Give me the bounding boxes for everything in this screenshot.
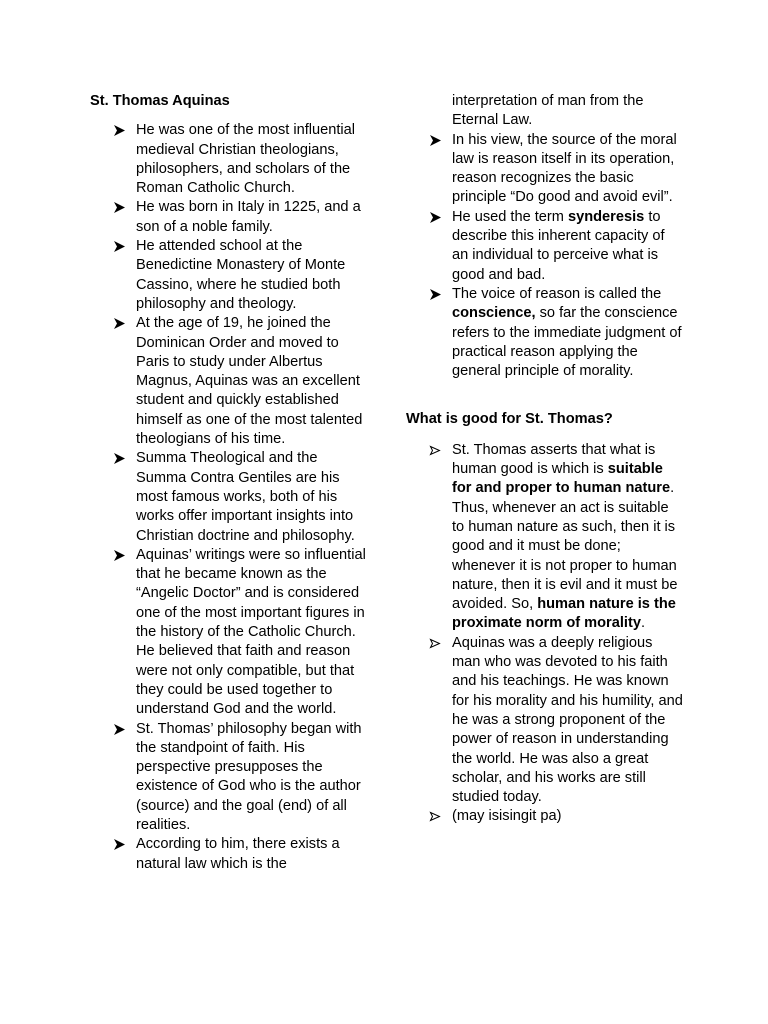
arrowhead-bullet-icon xyxy=(112,237,128,256)
arrowhead-bullet-icon xyxy=(112,546,128,565)
list-item xyxy=(90,546,368,720)
arrowhead-bullet-icon xyxy=(112,121,128,140)
list-item xyxy=(406,208,684,285)
list-item-text: . Thus, whenever an act is suitable to human nature as such, then it is good and it must be done; whenever it is not proper to human nature, then it is evil and it must be avoided. So, xyxy=(452,480,678,613)
aquinas-bullet-list xyxy=(90,121,368,874)
section-heading-aquinas: St. Thomas Aquinas xyxy=(90,93,230,109)
arrowhead-bullet-icon xyxy=(428,131,444,150)
list-item-text: According to him, there exists a natural law which is the xyxy=(136,836,340,872)
arrowhead-bullet-icon xyxy=(112,835,128,854)
list-item xyxy=(406,807,684,826)
list-item-text: He used the term xyxy=(452,208,568,225)
list-item xyxy=(406,441,684,634)
list-item-text: Aquinas was a deeply religious man who was devoted to his faith and his teachings. He was known for his morality and his humility, and he was a strong proponent of the power of reason in understanding the world. He was also a great scholar, and his works are still studied today. xyxy=(452,634,683,806)
list-item xyxy=(90,720,368,836)
list-item xyxy=(90,237,368,314)
list-item-text: St. Thomas asserts that what is human good is which is xyxy=(452,441,656,478)
arrowhead-bullet-icon xyxy=(112,198,128,217)
term-synderesis: synderesis xyxy=(568,208,645,225)
list-item-text: Summa Theological and the Summa Contra Gentiles are his most famous works, both of his works offer important insights into Christian doctrine and philosophy. xyxy=(136,450,355,544)
arrowhead-bullet-icon xyxy=(428,208,444,227)
bold-phrase: suitable for and proper to human nature xyxy=(452,461,671,497)
continued-list-text: interpretation of man from the Eternal Law. xyxy=(452,93,644,129)
list-item xyxy=(406,131,684,208)
list-item-text: so far the conscience refers to the immediate judgment of practical reason applying the general principle of morality. xyxy=(452,305,682,380)
list-item-text: In his view, the source of the moral law is reason itself in its operation, reason recognizes the basic principle “Do good and avoid evil”. xyxy=(452,131,677,206)
outline-arrowhead-bullet-icon xyxy=(429,634,441,653)
section-heading-good: What is good for St. Thomas? xyxy=(406,411,613,428)
right-column xyxy=(406,92,684,827)
list-item xyxy=(90,449,368,545)
list-item-text: He attended school at the Benedictine Monastery of Monte Cassino, where he studied both philosophy and theology. xyxy=(136,238,346,312)
arrowhead-bullet-icon xyxy=(428,285,444,304)
list-item xyxy=(90,121,368,198)
list-item-text: St. Thomas’ philosophy began with the standpoint of faith. His perspective presupposes the existence of God who is the author (source) and the goal (end) of all realities. xyxy=(136,720,362,833)
arrowhead-bullet-icon xyxy=(112,314,128,333)
list-item-text: The voice of reason is called the xyxy=(452,285,662,302)
list-item-text: He was born in Italy in 1225, and a son of a noble family. xyxy=(136,199,361,235)
outline-arrowhead-bullet-icon xyxy=(429,807,441,826)
list-item-text: to describe this inherent capacity of an individual to perceive what is good and bad. xyxy=(452,208,665,283)
list-item-text: At the age of 19, he joined the Dominican Order and moved to Paris to study under Albertus Magnus, Aquinas was an excellent student and quickly established himself as one of the most talented theologians of his time. xyxy=(136,315,363,448)
list-item-text: (may isisingit pa) xyxy=(452,808,562,825)
good-bullet-list xyxy=(406,441,684,827)
list-item xyxy=(90,835,368,874)
list-item-text: . xyxy=(640,615,646,632)
term-conscience: conscience, xyxy=(452,305,536,322)
list-item xyxy=(406,634,684,808)
list-item-text: He was one of the most influential medieval Christian theologians, philosophers, and scholars of the Roman Catholic Church. xyxy=(136,122,356,197)
list-item xyxy=(90,198,368,237)
bold-phrase: human nature is the proximate norm of morality xyxy=(452,596,676,632)
list-item xyxy=(406,285,684,381)
arrowhead-bullet-icon xyxy=(112,449,128,468)
left-column xyxy=(90,92,368,874)
arrowhead-bullet-icon xyxy=(112,720,128,739)
outline-arrowhead-bullet-icon xyxy=(429,441,441,460)
moral-law-bullet-list xyxy=(406,131,684,382)
list-item xyxy=(90,314,368,449)
list-item-text: Aquinas’ writings were so influential that he became known as the “Angelic Doctor” and is considered one of the most important figures in the history of the Catholic Church. He believed that faith and reason were not only compatible, but that they could be used together to understand God and the world. xyxy=(136,546,366,718)
